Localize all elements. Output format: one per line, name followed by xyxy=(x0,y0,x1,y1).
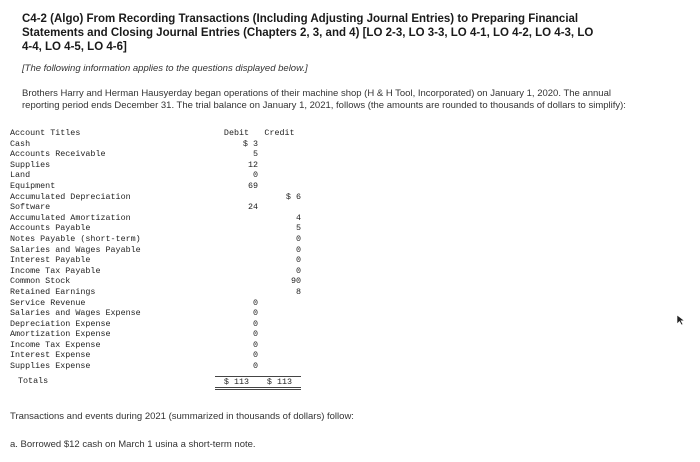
table-row xyxy=(10,223,330,234)
account-title-cell: Depreciation Expense xyxy=(10,318,111,329)
problem-title xyxy=(22,12,632,54)
debit-cell: 12 xyxy=(247,159,258,170)
totals-credit: $ 113 xyxy=(258,376,301,391)
account-title-cell: Amortization Expense xyxy=(10,329,111,340)
account-title-cell: Interest Expense xyxy=(10,350,91,361)
table-row xyxy=(10,308,330,319)
credit-cell: 4 xyxy=(295,212,301,223)
credit-cell xyxy=(258,350,301,361)
debit-cell: $ 3 xyxy=(242,138,258,149)
credit-cell xyxy=(258,149,301,160)
account-title-cell: Cash xyxy=(10,138,31,149)
account-title-cell: Salaries and Wages Payable xyxy=(10,244,141,255)
credit-cell: $ 6 xyxy=(285,191,301,202)
trial-balance-header xyxy=(10,128,330,139)
credit-cell xyxy=(258,340,301,351)
table-row xyxy=(10,287,330,298)
account-title-cell: Income Tax Payable xyxy=(10,265,101,276)
table-row xyxy=(10,234,330,245)
title-line-2: Statements and Closing Journal Entries (Chapters 2, 3, and 4) [LO 2-3, LO 3-3, LO 4-1, LO 4-2, LO 4-3, LO xyxy=(22,27,594,39)
credit-cell: 5 xyxy=(295,223,301,234)
debit-cell: 0 xyxy=(252,329,258,340)
transaction-item-a: a. Borrowed $12 cash on March 1 usina a short-term note. xyxy=(10,439,256,450)
header-debit: Debit xyxy=(223,128,250,138)
title-line-1: C4-2 (Algo) From Recording Transactions (Including Adjusting Journal Entries) to Preparing Financial xyxy=(22,13,579,25)
table-row xyxy=(10,319,330,330)
totals-debit: $ 113 xyxy=(215,376,258,391)
credit-cell xyxy=(258,170,301,181)
credit-cell: 0 xyxy=(295,233,301,244)
totals-label: Totals xyxy=(18,375,49,386)
credit-cell xyxy=(258,139,301,150)
credit-cell xyxy=(258,202,301,213)
intro-paragraph: Brothers Harry and Herman Hausyerday began operations of their machine shop (H & H Tool, Incorporated) on January 1, 2020. The annual reporting period ends December 31. The trial balance on January 1, 2021, follows (the amounts are rounded to thousands of dollars to simplify): xyxy=(22,88,626,111)
trial-balance-rows xyxy=(10,139,330,372)
debit-cell: 24 xyxy=(247,202,258,213)
account-title-cell: Equipment xyxy=(10,180,56,191)
account-title-cell: Notes Payable (short-term) xyxy=(10,233,141,244)
credit-cell xyxy=(258,319,301,330)
debit-cell xyxy=(215,287,258,298)
table-row xyxy=(10,139,330,150)
transactions-intro: Transactions and events during 2021 (summarized in thousands of dollars) follow: xyxy=(10,411,354,422)
table-row xyxy=(10,192,330,203)
credit-cell xyxy=(258,181,301,192)
table-row xyxy=(10,213,330,224)
account-title-cell: Land xyxy=(10,170,31,181)
credit-cell xyxy=(258,160,301,171)
account-title-cell: Supplies Expense xyxy=(10,361,91,372)
table-row xyxy=(10,298,330,309)
debit-cell xyxy=(215,192,258,203)
credit-cell xyxy=(258,298,301,309)
account-title-cell: Service Revenue xyxy=(10,297,86,308)
account-title-cell: Supplies xyxy=(10,159,51,170)
account-title-cell: Accounts Payable xyxy=(10,223,91,234)
table-row xyxy=(10,350,330,361)
table-row xyxy=(10,149,330,160)
credit-cell xyxy=(258,361,301,372)
account-title-cell: Accounts Receivable xyxy=(10,149,106,160)
account-title-cell: Accumulated Amortization xyxy=(10,212,131,223)
credit-cell: 8 xyxy=(295,286,301,297)
totals-row xyxy=(10,376,330,391)
debit-cell xyxy=(215,255,258,266)
table-row xyxy=(10,329,330,340)
credit-cell: 0 xyxy=(295,265,301,276)
header-credit: Credit xyxy=(264,128,295,138)
account-title-cell: Retained Earnings xyxy=(10,286,96,297)
account-title-cell: Common Stock xyxy=(10,276,71,287)
credit-cell xyxy=(258,329,301,340)
credit-cell xyxy=(258,308,301,319)
debit-cell: 0 xyxy=(252,170,258,181)
table-row xyxy=(10,361,330,372)
debit-cell xyxy=(215,213,258,224)
credit-cell: 0 xyxy=(295,244,301,255)
table-row xyxy=(10,202,330,213)
debit-cell: 5 xyxy=(252,149,258,160)
table-row xyxy=(10,160,330,171)
debit-cell xyxy=(215,223,258,234)
account-title-cell: Software xyxy=(10,202,51,213)
account-title-cell: Income Tax Expense xyxy=(10,339,101,350)
debit-cell: 0 xyxy=(252,350,258,361)
credit-cell: 90 xyxy=(290,276,301,287)
credit-cell: 0 xyxy=(295,255,301,266)
debit-cell xyxy=(215,276,258,287)
problem-page xyxy=(22,12,632,112)
table-row xyxy=(10,170,330,181)
debit-cell: 0 xyxy=(252,318,258,329)
debit-cell xyxy=(215,266,258,277)
debit-cell xyxy=(215,234,258,245)
trial-balance-table xyxy=(10,128,330,390)
debit-cell: 0 xyxy=(252,361,258,372)
account-title-cell: Salaries and Wages Expense xyxy=(10,308,141,319)
table-row xyxy=(10,181,330,192)
table-row xyxy=(10,276,330,287)
account-title-cell: Accumulated Depreciation xyxy=(10,191,131,202)
debit-cell: 69 xyxy=(247,180,258,191)
header-account-titles: Account Titles xyxy=(10,128,81,138)
table-row xyxy=(10,266,330,277)
mouse-pointer-icon xyxy=(676,314,686,326)
debit-cell xyxy=(215,245,258,256)
table-row xyxy=(10,340,330,351)
table-row xyxy=(10,245,330,256)
debit-cell: 0 xyxy=(252,339,258,350)
account-title-cell: Interest Payable xyxy=(10,255,91,266)
debit-cell: 0 xyxy=(252,308,258,319)
title-line-3: 4-4, LO 4-5, LO 4-6] xyxy=(22,41,127,53)
instruction-note: [The following information applies to the questions displayed below.] xyxy=(22,63,308,74)
debit-cell: 0 xyxy=(252,297,258,308)
table-row xyxy=(10,255,330,266)
